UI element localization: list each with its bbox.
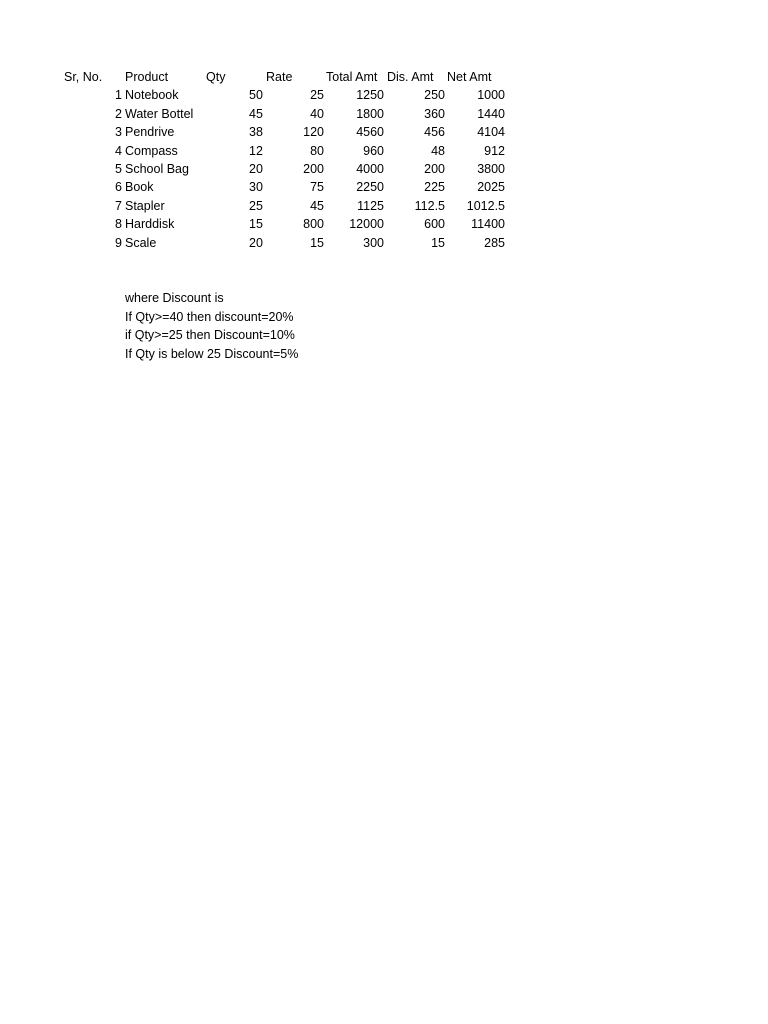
cell-sr-no[interactable]: 8: [115, 217, 122, 232]
cell-rate[interactable]: 800: [303, 217, 324, 232]
header-sr-no[interactable]: Sr, No.: [64, 70, 103, 84]
cell-product[interactable]: Scale: [125, 235, 157, 250]
cell-sr-no[interactable]: 9: [115, 235, 122, 250]
cell-net-amt[interactable]: 285: [484, 235, 505, 250]
cell-dis-amt[interactable]: 600: [424, 217, 445, 232]
cell-total-amt[interactable]: 1800: [356, 106, 384, 121]
cell-product[interactable]: Harddisk: [125, 217, 175, 232]
cell-product[interactable]: Pendrive: [125, 125, 175, 140]
cell-rate[interactable]: 25: [310, 88, 324, 103]
cell-qty[interactable]: 45: [249, 106, 263, 121]
cell-dis-amt[interactable]: 48: [431, 143, 445, 158]
cell-rate[interactable]: 15: [310, 235, 324, 250]
cell-net-amt[interactable]: 1000: [477, 88, 505, 103]
cell-dis-amt[interactable]: 112.5: [414, 198, 445, 213]
note-line[interactable]: If Qty is below 25 Discount=5%: [125, 346, 299, 361]
note-line[interactable]: If Qty>=40 then discount=20%: [125, 309, 294, 324]
cell-dis-amt[interactable]: 225: [424, 180, 445, 195]
header-total-amt[interactable]: Total Amt: [326, 70, 378, 84]
cell-net-amt[interactable]: 912: [484, 143, 505, 158]
cell-total-amt[interactable]: 4560: [356, 125, 384, 140]
cell-dis-amt[interactable]: 250: [424, 88, 445, 103]
cell-qty[interactable]: 50: [249, 88, 263, 103]
note-line[interactable]: if Qty>=25 then Discount=10%: [125, 328, 295, 342]
cell-qty[interactable]: 12: [249, 143, 263, 158]
cell-product[interactable]: Notebook: [125, 88, 179, 103]
discount-notes: [125, 289, 298, 363]
cell-product[interactable]: School Bag: [125, 161, 189, 176]
cell-total-amt[interactable]: 4000: [356, 161, 384, 176]
cell-net-amt[interactable]: 11400: [471, 217, 505, 232]
cell-sr-no[interactable]: 7: [115, 198, 122, 213]
header-qty[interactable]: Qty: [206, 70, 226, 84]
cell-net-amt[interactable]: 4104: [477, 125, 505, 140]
cell-total-amt[interactable]: 12000: [349, 217, 384, 232]
cell-qty[interactable]: 20: [249, 235, 263, 250]
cell-net-amt[interactable]: 1440: [477, 106, 505, 121]
cell-net-amt[interactable]: 2025: [477, 180, 505, 195]
cell-product[interactable]: Compass: [125, 143, 178, 158]
cell-sr-no[interactable]: 4: [115, 143, 122, 158]
cell-rate[interactable]: 120: [303, 125, 324, 140]
cell-net-amt[interactable]: 1012.5: [466, 198, 505, 213]
note-line[interactable]: where Discount is: [125, 291, 224, 305]
cell-total-amt[interactable]: 1250: [356, 88, 384, 103]
cell-rate[interactable]: 40: [310, 106, 324, 121]
cell-qty[interactable]: 15: [249, 217, 263, 232]
cell-sr-no[interactable]: 1: [115, 88, 122, 103]
header-rate[interactable]: Rate: [266, 70, 293, 84]
cell-rate[interactable]: 80: [310, 143, 324, 158]
cell-sr-no[interactable]: 6: [115, 180, 122, 195]
cell-rate[interactable]: 200: [303, 161, 324, 176]
cell-qty[interactable]: 30: [249, 180, 263, 195]
cell-dis-amt[interactable]: 200: [424, 161, 445, 176]
cell-sr-no[interactable]: 3: [115, 125, 122, 140]
cell-qty[interactable]: 20: [249, 161, 263, 176]
cell-dis-amt[interactable]: 360: [424, 106, 445, 121]
cell-dis-amt[interactable]: 15: [431, 235, 445, 250]
cell-total-amt[interactable]: 300: [363, 235, 384, 250]
cell-sr-no[interactable]: 5: [115, 161, 122, 176]
cell-qty[interactable]: 25: [249, 198, 263, 213]
cell-product[interactable]: Book: [125, 180, 154, 195]
cell-total-amt[interactable]: 2250: [356, 180, 384, 195]
cell-total-amt[interactable]: 960: [363, 143, 384, 158]
cell-total-amt[interactable]: 1125: [357, 198, 384, 213]
cell-rate[interactable]: 75: [310, 180, 324, 195]
cell-qty[interactable]: 38: [249, 125, 263, 140]
cell-dis-amt[interactable]: 456: [424, 125, 445, 140]
cell-net-amt[interactable]: 3800: [477, 161, 505, 176]
cell-product[interactable]: Stapler: [125, 198, 165, 213]
header-dis-amt[interactable]: Dis. Amt: [387, 70, 434, 84]
cell-rate[interactable]: 45: [310, 198, 324, 213]
cell-sr-no[interactable]: 2: [115, 106, 122, 121]
header-net-amt[interactable]: Net Amt: [447, 70, 492, 84]
cell-product[interactable]: Water Bottel: [125, 106, 194, 121]
header-product[interactable]: Product: [125, 70, 169, 84]
